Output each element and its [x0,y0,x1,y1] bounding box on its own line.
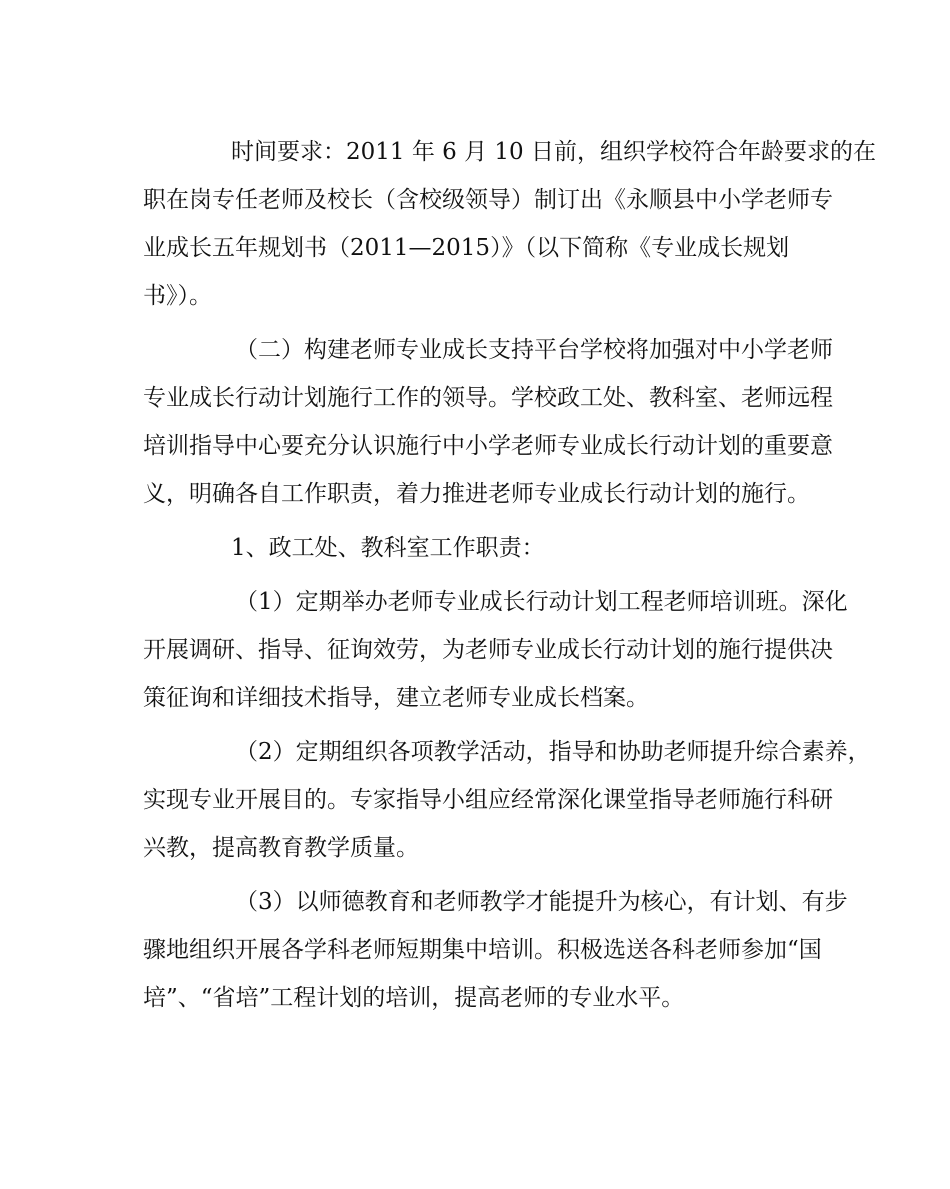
text-line: 1、政工处、教科室工作职责： [231,535,545,561]
text-line: 专业成长行动计划施行工作的领导。学校政工处、教科室、老师远程 [143,385,833,411]
text-line: 书》）。 [143,283,212,309]
text-line: 开展调研、指导、征询效劳，为老师专业成长行动计划的施行提供决 [143,637,833,663]
paragraph-support-platform [143,326,833,518]
document-body [143,128,876,1028]
paragraph-duty-2 [143,728,871,872]
paragraph-duty-1 [143,578,848,722]
text-line: （1）定期举办老师专业成长行动计划工程老师培训班。深化 [235,589,848,615]
text-line: 时间要求：2011 年 6 月 10 日前，组织学校符合年龄要求的在 [231,139,876,165]
text-line: 骤地组织开展各学科老师短期集中培训。积极选送各科老师参加“国 [143,937,822,963]
text-line: 职在岗专任老师及校长（含校级领导）制订出《永顺县中小学老师专 [143,187,833,213]
text-line: 培训指导中心要充分认识施行中小学老师专业成长行动计划的重要意 [143,433,833,459]
paragraph-duties-heading [143,524,811,572]
text-line: （2）定期组织各项教学活动，指导和协助老师提升综合素养， [235,739,871,765]
text-line: 培”、“省培”工程计划的培训，提高老师的专业水平。 [143,985,685,1011]
paragraph-duty-3 [143,878,848,1022]
text-line: 实现专业开展目的。专家指导小组应经常深化课堂指导老师施行科研 [143,787,833,813]
text-line: （3）以师德教育和老师教学才能提升为核心，有计划、有步 [235,889,848,915]
text-line: 业成长五年规划书（2011—2015）》（以下简称《专业成长规划 [143,235,790,261]
text-line: 策征询和详细技术指导，建立老师专业成长档案。 [143,685,649,711]
text-line: 义，明确各自工作职责，着力推进老师专业成长行动计划的施行。 [143,481,810,507]
text-line: （二）构建老师专业成长支持平台学校将加强对中小学老师 [235,337,833,363]
text-line: 兴教，提高教育教学质量。 [143,835,419,861]
paragraph-time-requirement [143,128,876,320]
